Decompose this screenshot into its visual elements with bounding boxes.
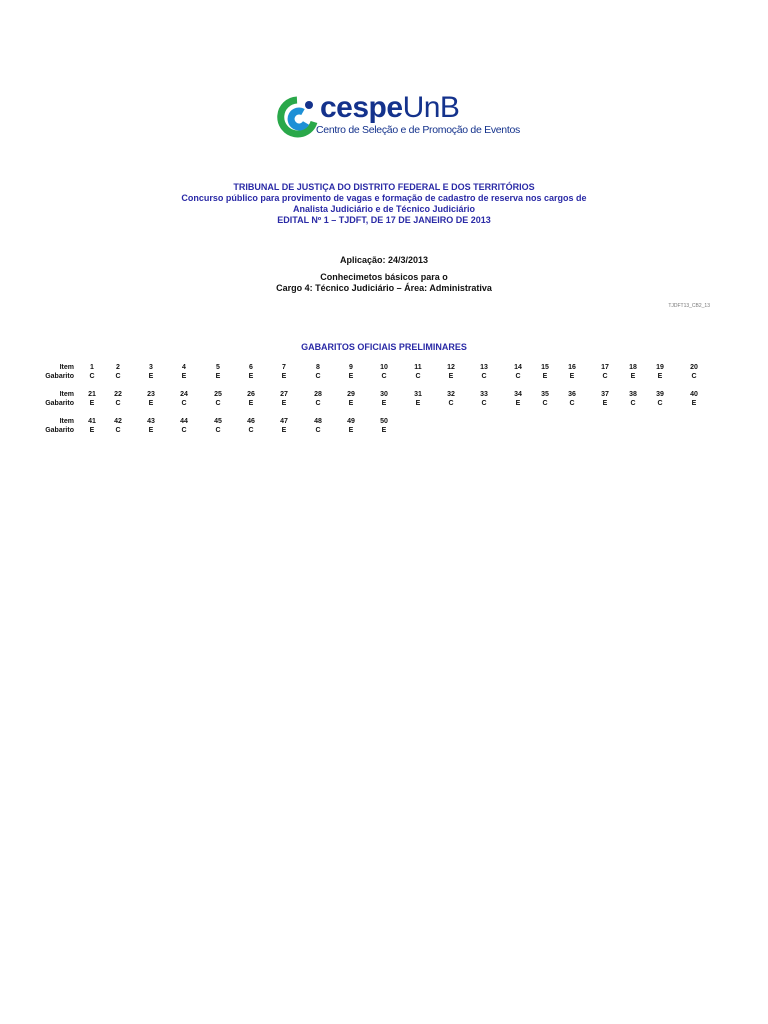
item-number: 17 — [601, 364, 609, 371]
answer-value: E — [381, 400, 387, 407]
row-labels — [30, 363, 74, 381]
item-number: 32 — [447, 391, 455, 398]
answer-cell — [141, 417, 161, 435]
subtitle-line-1: Conhecimetos básicos para o — [320, 272, 448, 282]
item-number: 21 — [88, 391, 96, 398]
answer-value: C — [602, 373, 608, 380]
item-number: 22 — [114, 391, 122, 398]
answer-value: E — [348, 427, 354, 434]
item-number: 39 — [656, 391, 664, 398]
answer-key-block — [0, 390, 768, 410]
item-number: 34 — [514, 391, 522, 398]
item-number: 14 — [514, 364, 522, 371]
item-number: 15 — [541, 364, 549, 371]
answer-value: E — [89, 427, 95, 434]
answer-cell — [82, 417, 102, 435]
answer-cell — [274, 390, 294, 408]
answer-cell — [141, 363, 161, 381]
item-label: Item — [59, 391, 74, 398]
answer-value: C — [315, 400, 321, 407]
answer-cell — [108, 390, 128, 408]
subtitle-line-2: Cargo 4: Técnico Judiciário – Área: Administrativa — [276, 283, 492, 293]
answer-value: C — [115, 373, 121, 380]
item-label: Item — [59, 364, 74, 371]
item-number: 6 — [249, 364, 253, 371]
answer-cell — [650, 363, 670, 381]
answer-cell — [241, 363, 261, 381]
answer-cell — [341, 363, 361, 381]
answer-value: E — [515, 400, 521, 407]
cespe-unb-logo — [276, 91, 520, 141]
item-number: 37 — [601, 391, 609, 398]
cespe-logo-icon — [276, 96, 318, 138]
answer-value: E — [542, 373, 548, 380]
application-date: Aplicação: 24/3/2013 — [339, 255, 429, 265]
answer-cell — [650, 390, 670, 408]
answer-cell — [341, 390, 361, 408]
item-number: 19 — [656, 364, 664, 371]
answer-value: E — [348, 373, 354, 380]
answer-cell — [174, 390, 194, 408]
answer-value: E — [657, 373, 663, 380]
answer-key-block — [0, 363, 768, 383]
answer-cell — [374, 390, 394, 408]
answer-value: C — [481, 373, 487, 380]
item-number: 47 — [280, 418, 288, 425]
answer-cell — [82, 363, 102, 381]
item-number: 26 — [247, 391, 255, 398]
answer-key-block — [0, 417, 768, 437]
answer-value: E — [89, 400, 95, 407]
answer-value: E — [148, 427, 154, 434]
answer-value: E — [248, 373, 254, 380]
answer-cell — [441, 363, 461, 381]
item-number: 44 — [180, 418, 188, 425]
answer-value: C — [691, 373, 697, 380]
item-number: 7 — [282, 364, 286, 371]
item-number: 3 — [149, 364, 153, 371]
item-number: 25 — [214, 391, 222, 398]
answer-label: Gabarito — [45, 427, 74, 434]
item-number: 43 — [147, 418, 155, 425]
row-labels — [30, 417, 74, 435]
answer-value: E — [215, 373, 221, 380]
answer-cell — [595, 363, 615, 381]
answer-value: E — [448, 373, 454, 380]
answer-cell — [474, 390, 494, 408]
answer-cell — [684, 390, 704, 408]
answer-value: E — [181, 373, 187, 380]
answer-cell — [174, 363, 194, 381]
answer-value: C — [515, 373, 521, 380]
answer-value: E — [281, 427, 287, 434]
item-number: 4 — [182, 364, 186, 371]
item-number: 36 — [568, 391, 576, 398]
answer-label: Gabarito — [45, 400, 74, 407]
header-contest: Concurso público para provimento de vagas e formação de cadastro de reserva nos cargos de — [181, 193, 587, 203]
item-number: 2 — [116, 364, 120, 371]
item-number: 10 — [380, 364, 388, 371]
item-number: 20 — [690, 364, 698, 371]
answer-cell — [308, 363, 328, 381]
answer-value: E — [415, 400, 421, 407]
answer-value: C — [481, 400, 487, 407]
answer-cell — [374, 363, 394, 381]
item-number: 40 — [690, 391, 698, 398]
item-number: 42 — [114, 418, 122, 425]
answer-cell — [108, 363, 128, 381]
answer-key-title: GABARITOS OFICIAIS PRELIMINARES — [301, 342, 467, 352]
answer-cell — [623, 390, 643, 408]
answer-value: C — [115, 427, 121, 434]
answer-cell — [508, 363, 528, 381]
item-label: Item — [59, 418, 74, 425]
answer-cell — [408, 363, 428, 381]
answer-cell — [108, 417, 128, 435]
answer-cell — [208, 390, 228, 408]
item-number: 28 — [314, 391, 322, 398]
answer-value: C — [181, 427, 187, 434]
answer-value: C — [448, 400, 454, 407]
item-number: 12 — [447, 364, 455, 371]
item-number: 13 — [480, 364, 488, 371]
answer-cell — [141, 390, 161, 408]
answer-cell — [562, 390, 582, 408]
answer-value: C — [315, 373, 321, 380]
answer-value: C — [415, 373, 421, 380]
answer-value: E — [148, 373, 154, 380]
item-number: 27 — [280, 391, 288, 398]
answer-cell — [308, 417, 328, 435]
answer-value: C — [542, 400, 548, 407]
answer-value: C — [630, 400, 636, 407]
answer-cell — [684, 363, 704, 381]
answer-value: C — [115, 400, 121, 407]
answer-value: C — [215, 400, 221, 407]
answer-value: C — [657, 400, 663, 407]
answer-value: C — [248, 427, 254, 434]
answer-value: C — [569, 400, 575, 407]
item-number: 33 — [480, 391, 488, 398]
item-number: 50 — [380, 418, 388, 425]
answer-value: E — [381, 427, 387, 434]
item-number: 23 — [147, 391, 155, 398]
item-number: 41 — [88, 418, 96, 425]
item-number: 49 — [347, 418, 355, 425]
item-number: 11 — [414, 364, 422, 371]
item-number: 35 — [541, 391, 549, 398]
item-number: 5 — [216, 364, 220, 371]
answer-value: C — [181, 400, 187, 407]
answer-cell — [341, 417, 361, 435]
answer-value: E — [281, 373, 287, 380]
answer-cell — [408, 390, 428, 408]
answer-cell — [274, 417, 294, 435]
item-number: 24 — [180, 391, 188, 398]
row-labels — [30, 390, 74, 408]
answer-cell — [535, 390, 555, 408]
answer-value: C — [215, 427, 221, 434]
answer-value: C — [315, 427, 321, 434]
answer-value: E — [602, 400, 608, 407]
answer-cell — [623, 363, 643, 381]
item-number: 31 — [414, 391, 422, 398]
answer-cell — [474, 363, 494, 381]
answer-value: E — [348, 400, 354, 407]
answer-value: C — [381, 373, 387, 380]
answer-label: Gabarito — [45, 373, 74, 380]
answer-cell — [241, 417, 261, 435]
answer-cell — [441, 390, 461, 408]
exam-subtitle — [0, 272, 768, 294]
logo-subtitle: Centro de Seleção e de Promoção de Eventos — [316, 124, 520, 136]
answer-value: E — [569, 373, 575, 380]
item-number: 30 — [380, 391, 388, 398]
answer-cell — [374, 417, 394, 435]
item-number: 18 — [629, 364, 637, 371]
answer-cell — [241, 390, 261, 408]
document-code: TJDFT13_CB2_13 — [668, 303, 710, 309]
item-number: 38 — [629, 391, 637, 398]
answer-cell — [535, 363, 555, 381]
answer-value: E — [630, 373, 636, 380]
answer-cell — [274, 363, 294, 381]
answer-value: E — [281, 400, 287, 407]
answer-cell — [308, 390, 328, 408]
item-number: 1 — [90, 364, 94, 371]
answer-cell — [208, 363, 228, 381]
answer-cell — [562, 363, 582, 381]
item-number: 29 — [347, 391, 355, 398]
answer-cell — [174, 417, 194, 435]
answer-value: E — [148, 400, 154, 407]
answer-cell — [208, 417, 228, 435]
answer-value: E — [691, 400, 697, 407]
answer-value: E — [248, 400, 254, 407]
answer-cell — [82, 390, 102, 408]
item-number: 46 — [247, 418, 255, 425]
item-number: 48 — [314, 418, 322, 425]
document-header — [0, 182, 768, 226]
answer-cell — [595, 390, 615, 408]
header-institution: TRIBUNAL DE JUSTIÇA DO DISTRITO FEDERAL E DOS TERRITÓRIOS — [233, 182, 535, 192]
item-number: 45 — [214, 418, 222, 425]
answer-value: C — [89, 373, 95, 380]
item-number: 16 — [568, 364, 576, 371]
logo-wordmark: cespeUnB — [320, 91, 460, 124]
item-number: 8 — [316, 364, 320, 371]
item-number: 9 — [349, 364, 353, 371]
header-edital: EDITAL Nº 1 – TJDFT, DE 17 DE JANEIRO DE 2013 — [277, 215, 491, 225]
header-positions: Analista Judiciário e de Técnico Judiciário — [292, 204, 476, 214]
answer-cell — [508, 390, 528, 408]
